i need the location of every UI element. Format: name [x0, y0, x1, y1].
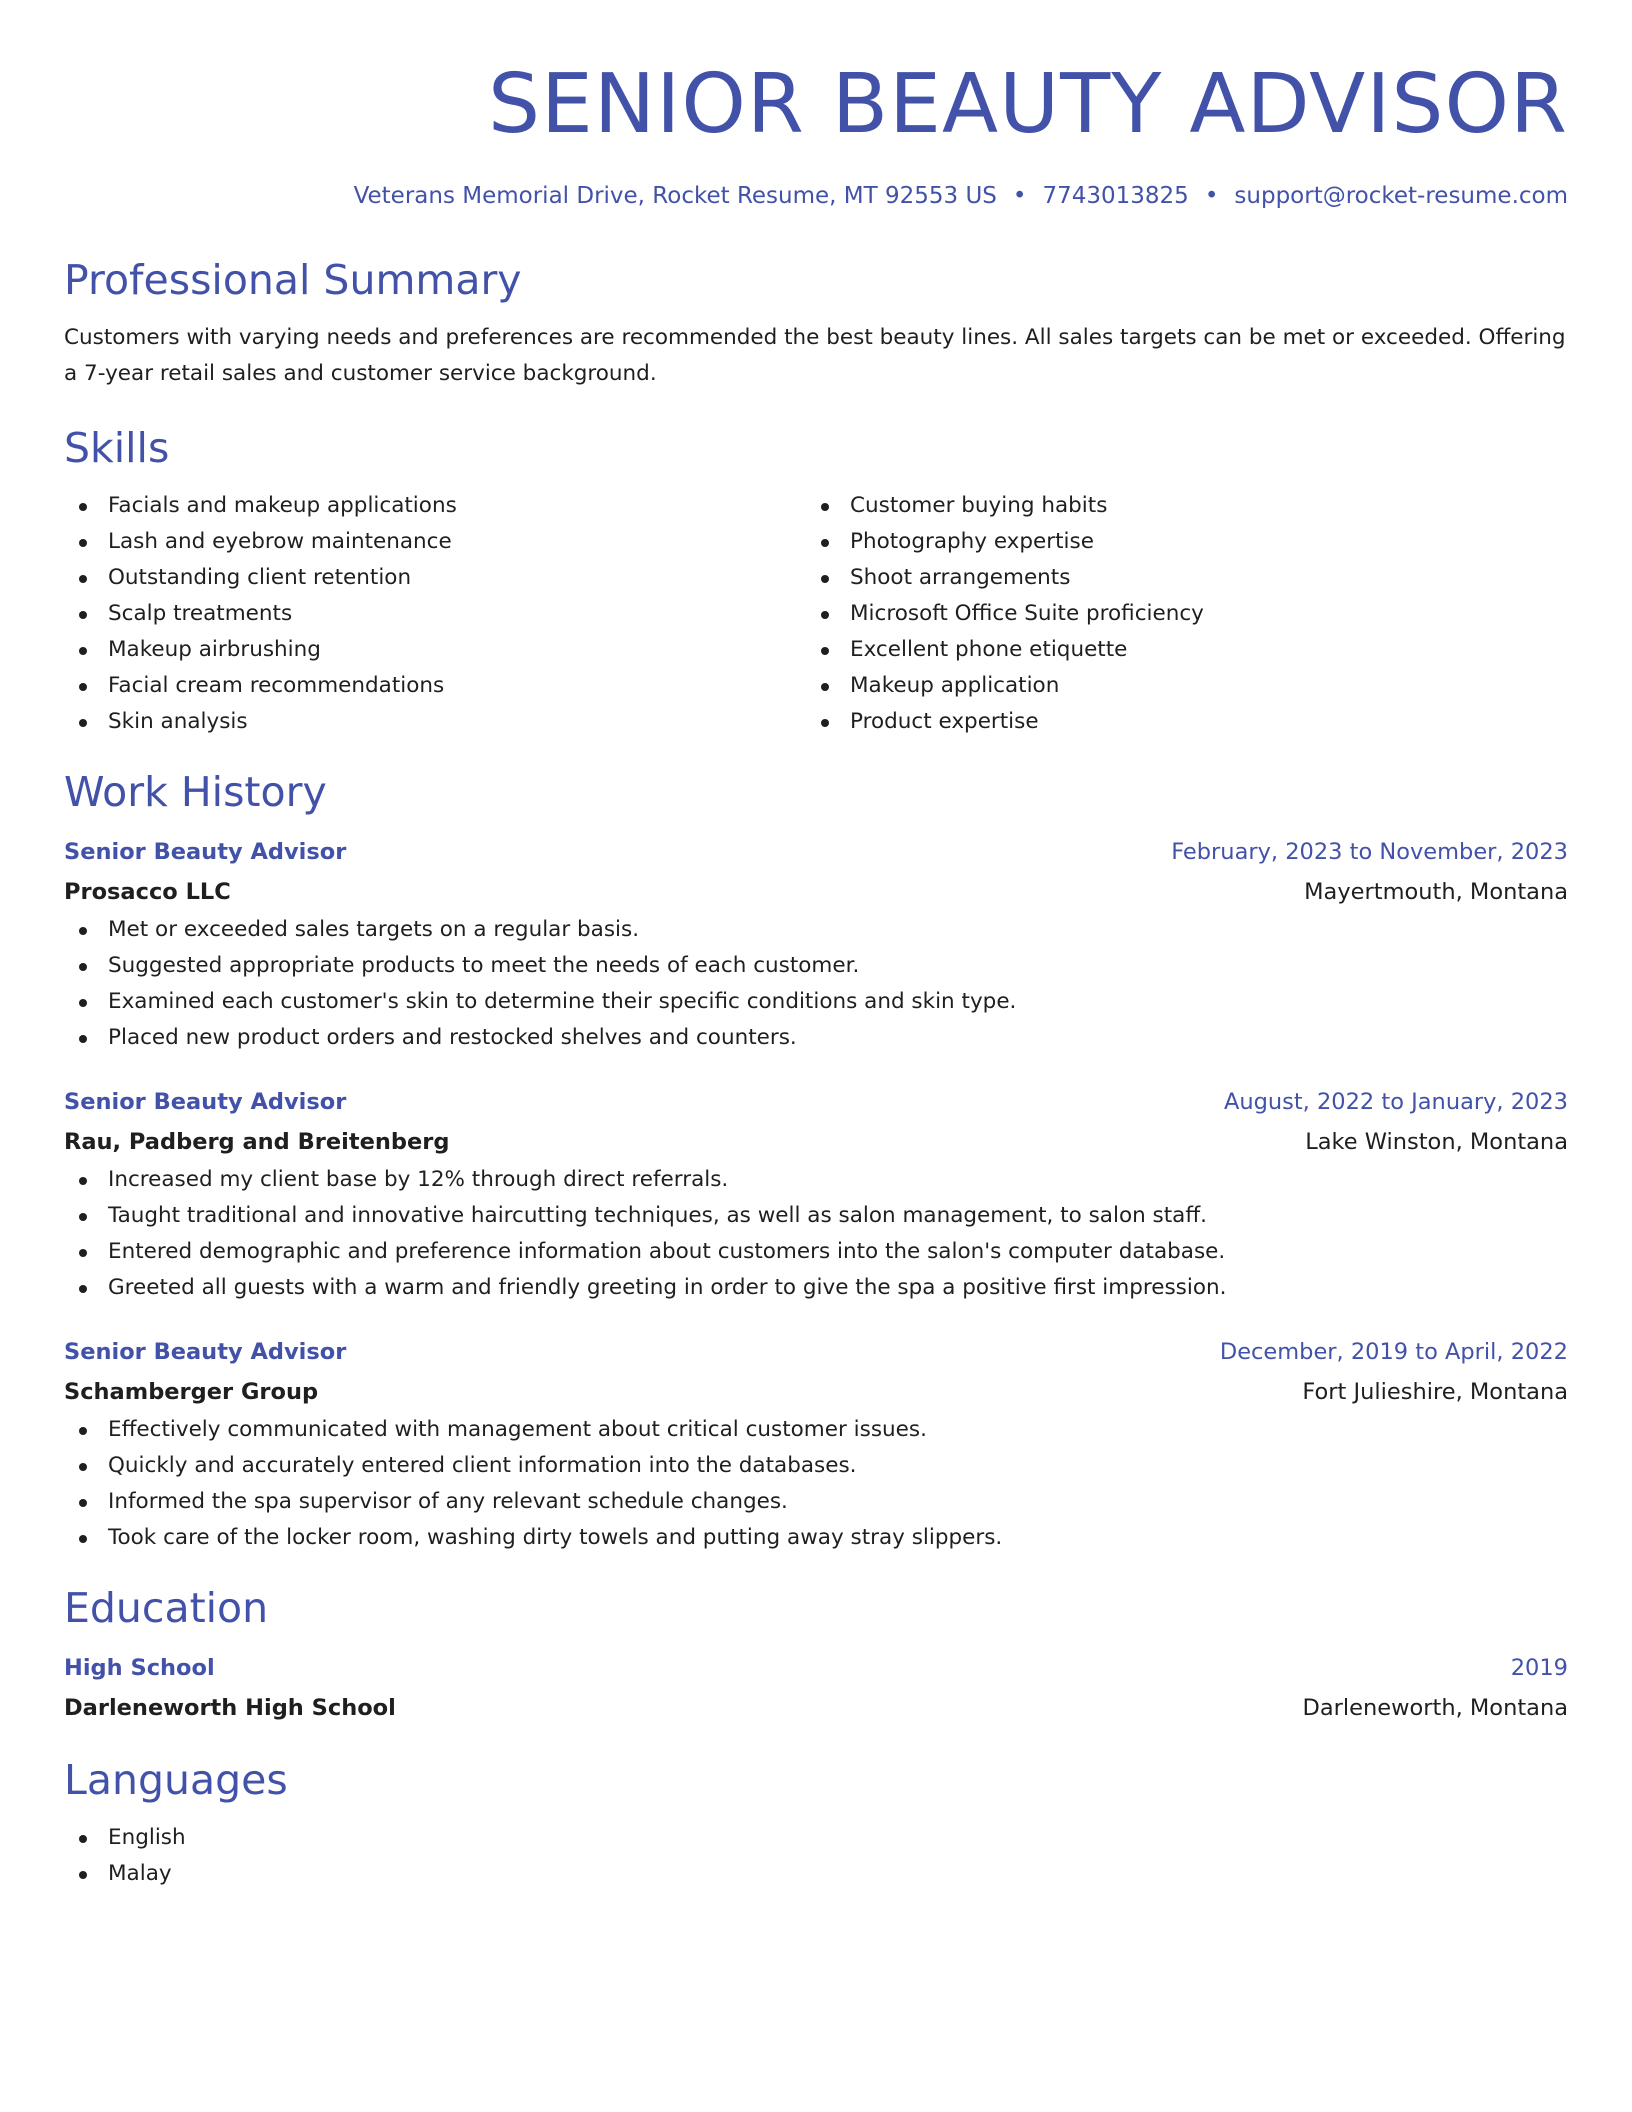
- job-bullets: [64, 1162, 1568, 1306]
- job-title: Senior Beauty Advisor: [64, 839, 347, 865]
- resume-title: SENIOR BEAUTY ADVISOR: [487, 57, 1568, 152]
- job-bullets: [64, 912, 1568, 1056]
- languages-section: [64, 1754, 1568, 1892]
- job-location: Lake Winston, Montana: [1305, 1129, 1568, 1155]
- skill-item: Facial cream recommendations: [64, 668, 806, 704]
- skill-item: Outstanding client retention: [64, 560, 806, 596]
- job-bullet: Taught traditional and innovative haircutting techniques, as well as salon management, to salon staff.: [64, 1198, 1568, 1234]
- job-entry: [64, 1332, 1568, 1556]
- job-entry: [64, 1082, 1568, 1306]
- skills-section: [64, 422, 1568, 740]
- section-heading-summary: Professional Summary: [64, 256, 522, 304]
- skill-item: Shoot arrangements: [806, 560, 1548, 596]
- contact-email: support@rocket-resume.com: [1234, 183, 1568, 209]
- skill-item: Scalp treatments: [64, 596, 806, 632]
- job-bullet: Suggested appropriate products to meet the needs of each customer.: [64, 948, 1568, 984]
- skill-item: Facials and makeup applications: [64, 488, 806, 524]
- job-bullet: Took care of the locker room, washing dirty towels and putting away stray slippers.: [64, 1520, 1568, 1556]
- summary-section: [64, 254, 1568, 392]
- skills-list-left: [64, 488, 806, 740]
- section-heading-education: Education: [64, 1584, 269, 1632]
- job-bullet: Informed the spa supervisor of any relevant schedule changes.: [64, 1484, 1568, 1520]
- job-bullet: Met or exceeded sales targets on a regular basis.: [64, 912, 1568, 948]
- skill-item: Lash and eyebrow maintenance: [64, 524, 806, 560]
- language-item: Malay: [64, 1856, 1568, 1892]
- job-bullet: Effectively communicated with management about critical customer issues.: [64, 1412, 1568, 1448]
- education-degree: High School: [64, 1655, 215, 1681]
- language-item: English: [64, 1820, 1568, 1856]
- skill-item: Photography expertise: [806, 524, 1548, 560]
- skills-columns: [64, 488, 1568, 740]
- job-location: Mayertmouth, Montana: [1304, 879, 1568, 905]
- section-heading-skills: Skills: [64, 424, 170, 472]
- work-section: [64, 766, 1568, 1556]
- job-bullet: Increased my client base by 12% through direct referrals.: [64, 1162, 1568, 1198]
- job-company: Rau, Padberg and Breitenberg: [64, 1129, 450, 1155]
- education-school: Darleneworth High School: [64, 1695, 396, 1721]
- job-dates: December, 2019 to April, 2022: [1219, 1339, 1568, 1365]
- job-bullet: Quickly and accurately entered client information into the databases.: [64, 1448, 1568, 1484]
- job-title: Senior Beauty Advisor: [64, 1339, 347, 1365]
- skills-list-right: [806, 488, 1548, 740]
- contact-line: [64, 180, 1568, 212]
- summary-text: Customers with varying needs and preferences are recommended the best beauty lines. All sales targets can be met or exceeded. Offering a 7-year retail sales and customer service background.: [64, 325, 1566, 386]
- skill-item: Skin analysis: [64, 704, 806, 740]
- section-heading-languages: Languages: [64, 1756, 288, 1804]
- job-bullets: [64, 1412, 1568, 1556]
- skill-item: Microsoft Office Suite proficiency: [806, 596, 1548, 632]
- skill-item: Product expertise: [806, 704, 1548, 740]
- skill-item: Customer buying habits: [806, 488, 1548, 524]
- skill-item: Excellent phone etiquette: [806, 632, 1548, 668]
- job-bullet: Examined each customer's skin to determine their specific conditions and skin type.: [64, 984, 1568, 1020]
- job-bullet: Greeted all guests with a warm and friendly greeting in order to give the spa a positive first impression.: [64, 1270, 1568, 1306]
- skill-item: Makeup airbrushing: [64, 632, 806, 668]
- job-bullet: Entered demographic and preference information about customers into the salon's computer database.: [64, 1234, 1568, 1270]
- skill-item: Makeup application: [806, 668, 1548, 704]
- job-company: Schamberger Group: [64, 1379, 319, 1405]
- contact-separator: •: [1204, 183, 1219, 209]
- contact-address: Veterans Memorial Drive, Rocket Resume, MT 92553 US: [353, 183, 997, 209]
- education-location: Darleneworth, Montana: [1302, 1695, 1568, 1721]
- contact-separator: •: [1012, 183, 1027, 209]
- job-dates: August, 2022 to January, 2023: [1223, 1089, 1568, 1115]
- job-company: Prosacco LLC: [64, 879, 231, 905]
- contact-phone: 7743013825: [1042, 183, 1189, 209]
- section-heading-work: Work History: [64, 768, 327, 816]
- job-title: Senior Beauty Advisor: [64, 1089, 347, 1115]
- job-dates: February, 2023 to November, 2023: [1171, 839, 1568, 865]
- education-year: 2019: [1510, 1655, 1568, 1681]
- languages-list: [64, 1820, 1568, 1892]
- education-section: [64, 1582, 1568, 1728]
- job-entry: [64, 832, 1568, 1056]
- job-bullet: Placed new product orders and restocked shelves and counters.: [64, 1020, 1568, 1056]
- resume-page: [64, 0, 1568, 1892]
- job-location: Fort Julieshire, Montana: [1302, 1379, 1568, 1405]
